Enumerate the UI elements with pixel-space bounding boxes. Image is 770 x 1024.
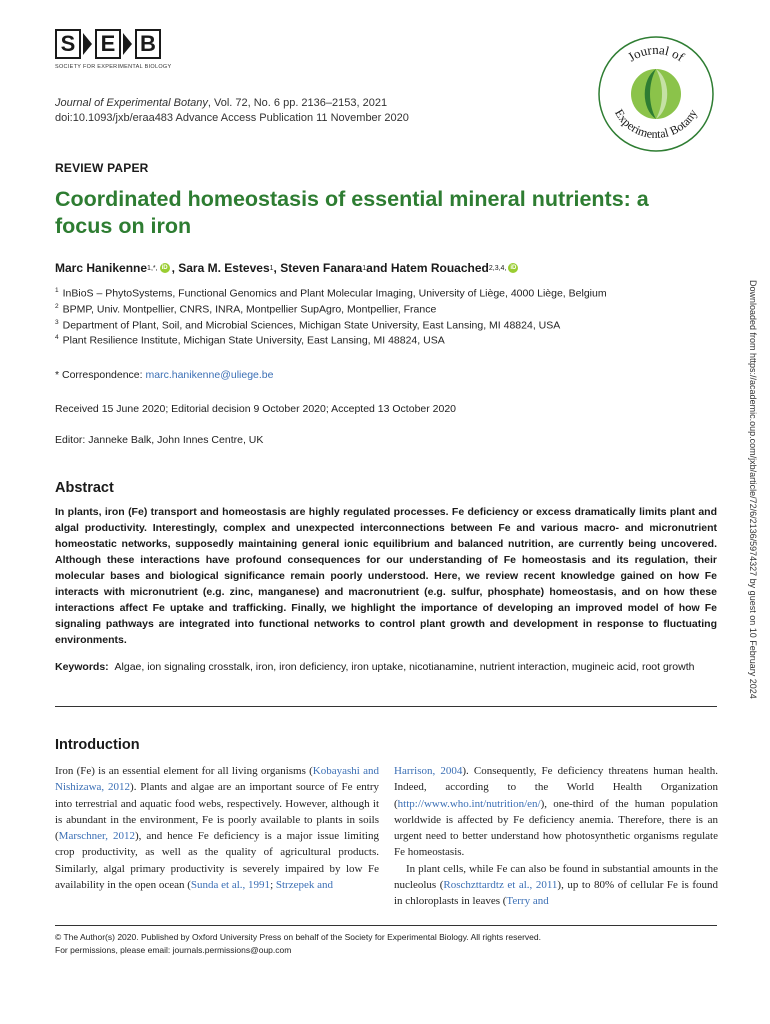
- article-dates: Received 15 June 2020; Editorial decision 9 October 2020; Accepted 13 October 2020: [55, 403, 457, 415]
- logo-arrow-icon: [123, 29, 133, 59]
- affiliation-text: InBioS – PhytoSystems, Functional Genomics and Plant Molecular Imaging, University of Liège, 4000 Liège, Belgium: [62, 287, 607, 300]
- keywords-list: Algae, ion signaling crosstalk, iron, iron deficiency, iron uptake, nicotianamine, nutrient interaction, mugineic acid, root growth: [114, 661, 695, 673]
- section-heading-introduction: Introduction: [55, 737, 140, 753]
- affiliation-text: Department of Plant, Soil, and Microbial Sciences, Michigan State University, East Lansing, MI 48824, USA: [62, 319, 561, 332]
- affiliation-number: 4: [55, 334, 59, 341]
- body-text: ), up to 80% of cellular Fe is found in chloroplasts in leaves (: [394, 879, 718, 908]
- divider: [55, 706, 717, 707]
- orcid-icon[interactable]: iD: [510, 265, 517, 271]
- citation: [55, 96, 409, 126]
- affiliation-number: 1: [55, 287, 59, 294]
- author-name[interactable]: and Hatem Rouached: [366, 261, 489, 275]
- editor-line: Editor: Janneke Balk, John Innes Centre, UK: [55, 434, 264, 446]
- author-affiliation-marker: 2,3,4,: [488, 264, 507, 272]
- page-title: Coordinated homeostasis of essential mineral nutrients: a focus on iron: [55, 187, 649, 238]
- correspondence-email-link[interactable]: marc.hanikenne@uliege.be: [145, 369, 274, 381]
- affiliation: [55, 287, 607, 300]
- orcid-icon[interactable]: iD: [161, 265, 168, 271]
- copyright-footer: [55, 931, 541, 957]
- download-notice-text: Downloaded from https://academic.oup.com/jxb/article/72/6/2136/5974327 by guest on 10 February 2024: [748, 280, 758, 699]
- affiliation-number: 3: [55, 319, 59, 326]
- body-text: ;: [270, 879, 276, 892]
- body-column-left: [55, 763, 379, 893]
- body-text: ). Consequently, Fe deficiency threatens human health. Indeed, according to the World Health Organization (: [394, 765, 718, 810]
- citation-link[interactable]: http://www.who.int/nutrition/en/: [397, 797, 541, 810]
- author-name[interactable]: Marc Hanikenne: [55, 261, 148, 275]
- author-affiliation-marker: 1: [362, 264, 367, 272]
- download-notice: [746, 280, 760, 760]
- logo-letter-s: S: [55, 29, 81, 59]
- author-affiliation-marker: 1: [269, 264, 274, 272]
- affiliation: [55, 334, 445, 347]
- affiliation: [55, 319, 560, 332]
- citation-journal: Journal of Experimental Botany: [55, 97, 208, 109]
- logo-letter-b: B: [135, 29, 161, 59]
- citation-link[interactable]: Sunda et al., 1991: [190, 879, 271, 892]
- affiliation-number: 2: [55, 303, 59, 310]
- author-name[interactable]: , Sara M. Esteves: [171, 261, 270, 275]
- abstract-heading: Abstract: [55, 480, 114, 496]
- citation-link[interactable]: Strzepek and: [275, 879, 333, 892]
- body-column-right: [394, 763, 718, 910]
- abstract-text: In plants, iron (Fe) transport and homeostasis are highly regulated processes. Fe deficiency or excess dramatically limits plant and algal productivity. Interestingly, complex and unexpected interconnections between Fe and various macro- and micronutrient homeostatic networks, supposedly maintaining general ionic equilibrium and balanced nutrition, are currently being uncovered. Although these interactions have profound consequences for our understanding of Fe homeostasis and its regulation, their molecular bases and biological significance remain poorly understood. Here, we review recent knowledge gained on how Fe interacts with micronutrient (e.g. zinc, manganese) and macronutrient (e.g. sulfur, phosphate) homeostasis, and on how these interactions affect Fe uptake and trafficking. Finally, we highlight the importance of developing an improved model of how Fe signaling pathways are integrated into functional networks to control plant growth and development in response to fluctuating environments.: [55, 506, 717, 646]
- citation-link[interactable]: Harrison, 2004: [394, 765, 463, 777]
- affiliation: [55, 303, 436, 316]
- correspondence-label: * Correspondence:: [55, 369, 146, 381]
- logo-arrow-icon: [83, 29, 93, 59]
- author-name[interactable]: , Steven Fanara: [273, 261, 363, 275]
- society-logo: [55, 29, 161, 59]
- correspondence: [55, 369, 273, 381]
- citation-link[interactable]: Terry and: [506, 895, 549, 908]
- citation-link[interactable]: Kobayashi and Nishizawa, 2012: [55, 765, 379, 794]
- keywords: [55, 659, 717, 675]
- author-list: [55, 261, 520, 275]
- journal-logo: [596, 34, 716, 154]
- body-text: ), one-third of the human population worldwide is affected by Fe deficiency anemia. Therefore, there is an urgent need to better understand how photosynthetic organisms regulate Fe homeostasis.: [394, 797, 718, 859]
- body-text: Iron (Fe) is an essential element for all living organisms (: [55, 765, 313, 777]
- doi-line: doi:10.1093/jxb/eraa483 Advance Access Publication 11 November 2020: [55, 112, 409, 124]
- citation-link[interactable]: Roschzttardtz et al., 2011: [443, 879, 558, 892]
- keywords-label: Keywords:: [55, 661, 109, 673]
- journal-logo-text-bottom: Experimental Botany: [611, 106, 700, 142]
- affiliation-text: Plant Resilience Institute, Michigan State University, East Lansing, MI 48824, USA: [62, 334, 445, 347]
- citation-link[interactable]: Marschner, 2012: [58, 830, 135, 843]
- logo-letter-e: E: [95, 29, 121, 59]
- journal-logo-text-top: Journal of: [624, 41, 688, 65]
- author-affiliation-marker: 1,*,: [147, 264, 158, 272]
- body-text: ). Plants and algae are an important source of Fe entry into terrestrial and aquatic food webs, respectively. However, although it is abundant in the environment, Fe is poorly available to plants in soils (: [55, 781, 379, 843]
- permissions-line: For permissions, please email: journals.permissions@oup.com: [55, 945, 292, 955]
- body-text: In plant cells, while Fe can also be found in substantial amounts in the nucleolus (: [394, 862, 718, 892]
- copyright-line: © The Author(s) 2020. Published by Oxford University Press on behalf of the Society for Experimental Biology. All rights reserved.: [55, 932, 541, 942]
- article-type: REVIEW PAPER: [55, 161, 149, 175]
- society-logo-subtitle: SOCIETY FOR EXPERIMENTAL BIOLOGY: [55, 64, 172, 70]
- body-text: ), and hence Fe deficiency is a major issue limiting crop productivity, as well as the quality of agricultural products. Similarly, algal primary productivity is severely impaired by low Fe availability in the open ocean (: [55, 830, 379, 892]
- citation-volume: , Vol. 72, No. 6 pp. 2136–2153, 2021: [207, 97, 388, 109]
- affiliation-text: BPMP, Univ. Montpellier, CNRS, INRA, Montpellier SupAgro, Montpellier, France: [62, 303, 437, 316]
- divider: [55, 925, 717, 926]
